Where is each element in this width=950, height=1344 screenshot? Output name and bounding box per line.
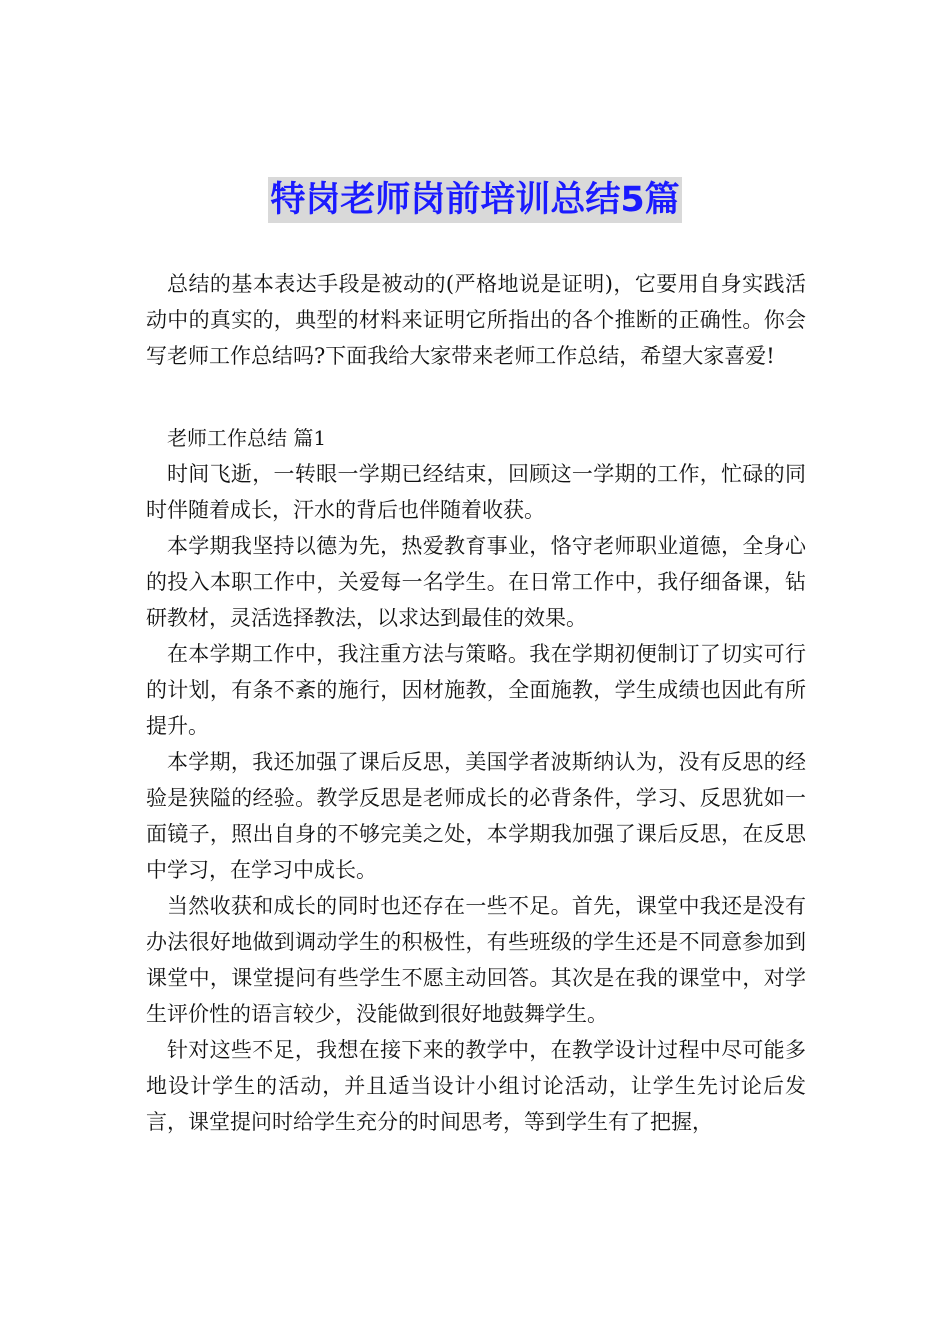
section-heading: 老师工作总结 篇1 [167, 426, 327, 450]
document-title: 特岗老师岗前培训总结5篇 [268, 177, 681, 223]
body-paragraph-6: 针对这些不足，我想在接下来的教学中，在教学设计过程中尽可能多地设计学生的活动，并且适当设计小组讨论活动，让学生先讨论后发言，课堂提问时给学生充分的时间思考，等到学生有了把握， [146, 1038, 806, 1134]
body-paragraph-2: 本学期我坚持以德为先，热爱教育事业，恪守老师职业道德，全身心的投入本职工作中，关爱每一名学生。在日常工作中，我仔细备课，钻研教材，灵活选择教法，以求达到最佳的效果。 [146, 534, 806, 630]
intro-paragraph: 总结的基本表达手段是被动的(严格地说是证明)，它要用自身实践活动中的真实的，典型的材料来证明它所指出的各个推断的正确性。你会写老师工作总结吗?下面我给大家带来老师工作总结，希望大家喜爱! [146, 272, 806, 368]
body-paragraph-5: 当然收获和成长的同时也还存在一些不足。首先，课堂中我还是没有办法很好地做到调动学生的积极性，有些班级的学生还是不同意参加到课堂中，课堂提问有些学生不愿主动回答。其次是在我的课堂中，对学生评价性的语言较少，没能做到很好地鼓舞学生。 [146, 894, 806, 1026]
body-paragraph-3: 在本学期工作中，我注重方法与策略。我在学期初便制订了切实可行的计划，有条不紊的施行，因材施教，全面施教，学生成绩也因此有所提升。 [146, 642, 806, 738]
body-paragraph-1: 时间飞逝，一转眼一学期已经结束，回顾这一学期的工作，忙碌的同时伴随着成长，汗水的背后也伴随着收获。 [146, 462, 806, 522]
document-body [146, 266, 806, 1140]
title-container [0, 177, 950, 223]
body-paragraph-4: 本学期，我还加强了课后反思，美国学者波斯纳认为，没有反思的经验是狭隘的经验。教学反思是老师成长的必背条件，学习、反思犹如一面镜子，照出自身的不够完美之处，本学期我加强了课后反思，在反思中学习，在学习中成长。 [146, 750, 806, 882]
